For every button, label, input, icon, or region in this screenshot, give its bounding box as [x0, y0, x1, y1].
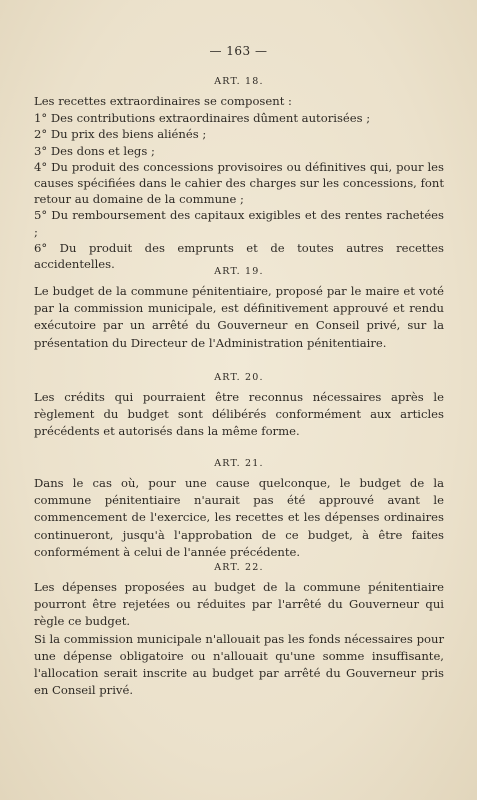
article-19: [34, 266, 444, 352]
article-paragraph: Les crédits qui pourraient être reconnus nécessaires après le règlement du budget sont délibérés conformément aux articles précédents et autorisés dans la même forme.: [34, 390, 444, 439]
article-heading: ART. 20.: [214, 372, 264, 383]
page-number: — 163 —: [209, 44, 268, 58]
list-item: 4° Du produit des concessions provisoires ou définitives qui, pour les causes spécifiées dans le cahier des charges sur les concessions, font retour au domaine de la commune ;: [34, 159, 444, 207]
list-item: 2° Du prix des biens aliénés ;: [34, 127, 207, 142]
article-21: [34, 458, 444, 561]
list-item: 5° Du remboursement des capitaux exigibles et des rentes rachetées ;: [34, 208, 444, 239]
article-paragraph: Les dépenses proposées au budget de la commune pénitentiaire pourront être rejetées ou réduites par l'arrêté du Gouverneur qui règle ce budget.: [34, 580, 444, 629]
list-item: 3° Des dons et legs ;: [34, 143, 155, 158]
article-heading: ART. 19.: [214, 266, 264, 277]
article-heading: ART. 21.: [214, 458, 264, 469]
article-22: [34, 562, 444, 699]
list-item: 1° Des contributions extraordinaires dûment autorisées ;: [34, 111, 371, 126]
article-paragraph: Le budget de la commune pénitentiaire, proposé par le maire et voté par la commission municipale, est définitivement approuvé et rendu exécutoire par un arrêté du Gouverneur en Conseil privé, sur la présentation du Directeur de l'Administration pénitentiaire.: [34, 284, 444, 350]
list-item: 6° Du produit des emprunts et de toutes autres recettes accidentelles.: [34, 240, 444, 272]
article-heading: ART. 22.: [214, 562, 264, 573]
article-paragraph: Si la commission municipale n'allouait pas les fonds nécessaires pour une dépense obligatoire ou n'allouait qu'une somme insuffisante, l'allocation serait inscrite au budget par arrêté du Gouverneur pris en Conseil privé.: [34, 631, 444, 698]
article-intro: Les recettes extraordinaires se composent :: [34, 94, 292, 108]
article-paragraph: Dans le cas où, pour une cause quelconque, le budget de la commune pénitentiaire n'aurait pas été approuvé avant le commencement de l'exercice, les recettes et les dépenses ordinaires continueront, jusqu'à l'approbation de ce budget, à être faites conformément à celui de l'année précédente.: [34, 476, 444, 559]
article-heading: ART. 18.: [214, 76, 264, 87]
article-20: [34, 372, 444, 441]
article-18: [34, 76, 444, 272]
